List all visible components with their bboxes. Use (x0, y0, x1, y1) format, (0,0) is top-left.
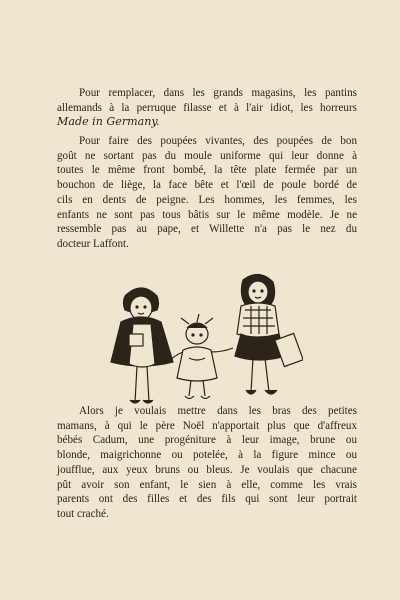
paragraph-3 (57, 404, 357, 522)
text-line: parents ont des filles et des fils qui sont leur portrait (57, 493, 357, 506)
text-line: enfants ne sont pas tous bâtis sur le même modèle. Je ne (57, 208, 357, 221)
text-line: goût ne sortant pas du moule uniforme qui leur donne à (57, 149, 357, 162)
text-line: ressemble pas au pape, et Willette n'a pas le nez du (57, 223, 357, 236)
text-line: mamans, à qui le père Noël n'apportait plus que d'affreux (57, 419, 357, 432)
text-line: Pour faire des poupées vivantes, des poupées de bon (79, 135, 357, 147)
text-line: pût avoir son enfant, le sien à elle, comme les vrais (57, 478, 357, 491)
children-illustration (103, 262, 303, 417)
text-line: Pour remplacer, dans les grands magasins, les pantins (79, 87, 357, 99)
text-line: joufflue, aux yeux bruns ou bleus. Je voulais que chacune (57, 463, 357, 476)
text-line: tout craché. (57, 507, 109, 520)
toddler-figure (169, 314, 233, 399)
paragraph-1 (57, 86, 357, 130)
child-with-cape-figure (111, 288, 173, 403)
text-line: cils en dents de peigne. Les hommes, les femmes, les (57, 193, 357, 206)
text-line: Alors je voulais mettre dans les bras des petites (79, 405, 357, 417)
text-line: toutes le même front bombé, la tête plate fermée par un (57, 164, 357, 177)
text-line: bouchon de liège, la face bête et l'œil de poule bordé de (57, 179, 357, 192)
text-line-handwritten: Made in Germany. (57, 115, 160, 129)
text-line: bébés Cadum, une progéniture à leur image, brune ou (57, 434, 357, 447)
paragraph-2 (57, 134, 357, 252)
girl-figure (235, 274, 303, 394)
text-line: allemands à la perruque filasse et à l'air idiot, les horreurs (57, 101, 357, 114)
text-line: docteur Laffont. (57, 237, 129, 250)
text-line: blonde, maigrichonne ou potelée, à la figure mince ou (57, 449, 357, 462)
